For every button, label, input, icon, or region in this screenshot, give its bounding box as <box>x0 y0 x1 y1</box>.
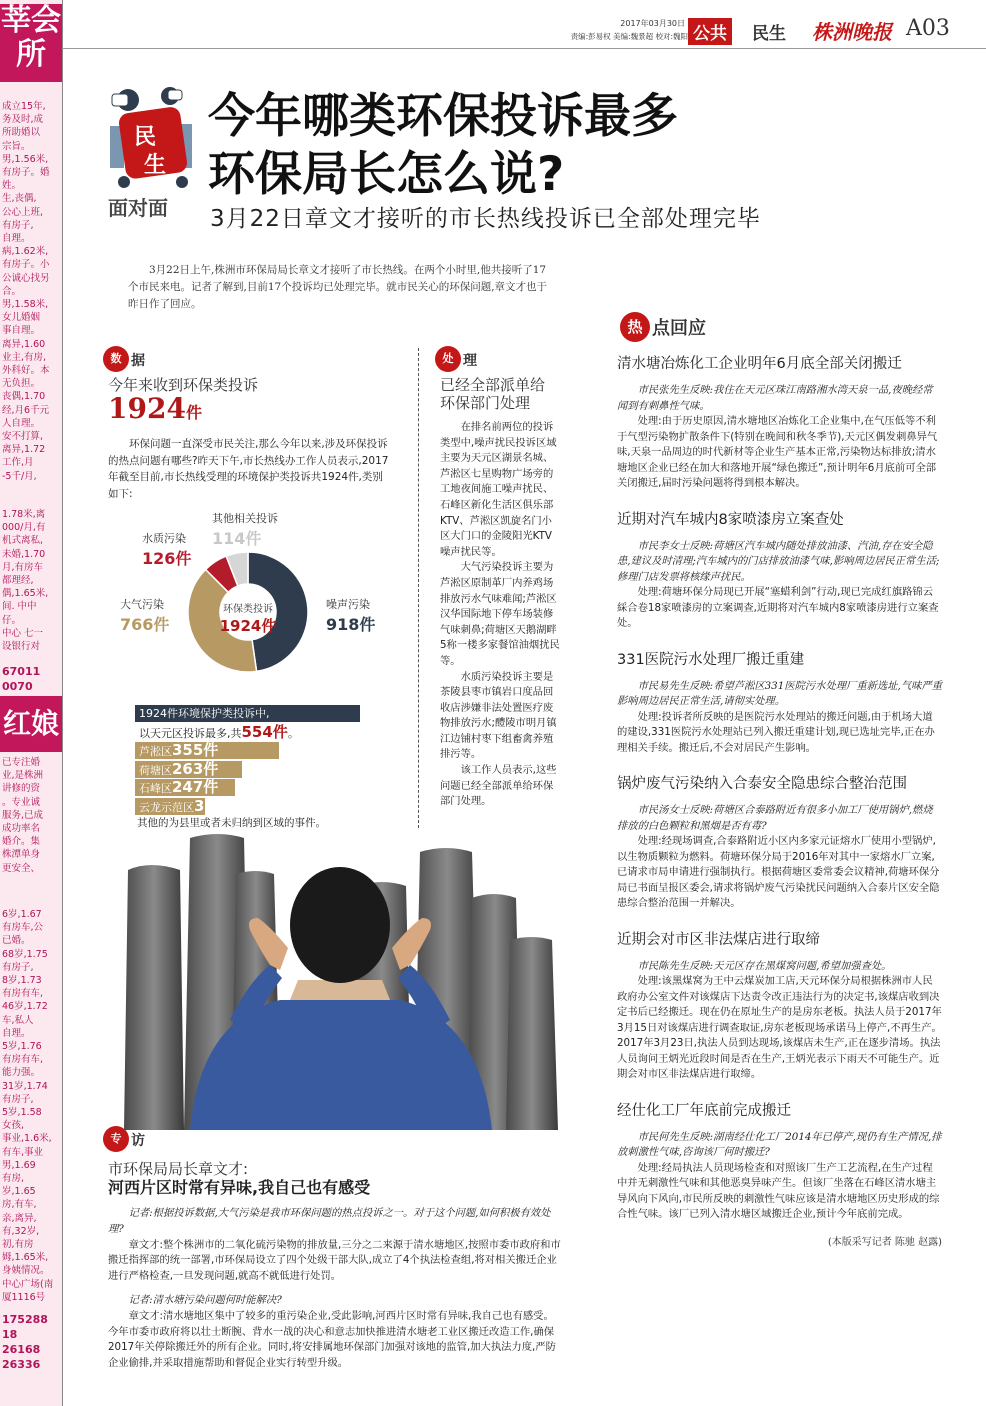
ad-line: 成功率名 <box>2 823 41 835</box>
total-count-number: 1924 <box>108 392 186 425</box>
hot-response-title: 清水塘冶炼化工企业明年6月底全部关闭搬迁 <box>617 356 902 372</box>
ad-line: 46岁,1.72 <box>2 1001 48 1013</box>
ad-line: 男,1.56米, <box>2 153 49 165</box>
interview-head-2: 河西片区时常有异味,我自己也有感受 <box>108 1178 371 1197</box>
district-bar <box>135 796 230 815</box>
ad-line: 人自理。 <box>2 417 41 429</box>
district-bar-label <box>139 761 218 779</box>
ad-line: 有房子, <box>2 219 34 231</box>
district-name: 芦淞区 <box>139 745 172 758</box>
hot-response-item <box>617 648 942 757</box>
district-name: 云龙示范区 <box>139 800 194 814</box>
column-badge <box>108 86 196 226</box>
ad-line: 讲修的资 <box>2 783 41 795</box>
data-section-head: 今年来收到环保类投诉 <box>108 376 259 394</box>
handling-result: 处理:投诉者所反映的是医院污水处理站的搬迁问题,由于机场大道的建设,331医院污水处理站已列入搬迁重建计划,现已选址完毕,正在办理相关手续。搬迁后,不会对居民产生影响。 <box>617 710 935 754</box>
ad-line: 成立15年, <box>2 101 46 112</box>
ad-line: 有房有车, <box>2 1054 44 1066</box>
ad-phone-line: 26168 <box>2 1343 41 1356</box>
ad-line: 姓。 <box>2 180 22 192</box>
ad-line: 仔。 <box>2 614 22 626</box>
badge-char-1: 民 <box>134 125 157 150</box>
hot-response-title: 331医院污水处理厂搬迁重建 <box>617 651 805 668</box>
ad-line: 宗旨。 <box>2 140 31 152</box>
ad-line: 房,有车, <box>2 1199 37 1211</box>
handling-result: 处理:经现场调查,合泰路附近小区内多家元证熔水厂使用小型锅炉,以生物质颗粒为燃料。荷塘环保分局于2016年对其中一家熔水厂立案,已请求市局申请进行强制执行。根据荷塘区委常委会议精神,荷塘环保分局已书面呈报区委会,请求将锅炉废气污染扰民问题纳入合泰片区安全隐患综合整治范围一并解决。 <box>617 835 940 909</box>
hot-response-item <box>617 508 942 632</box>
process-section-body <box>440 420 562 810</box>
strip-divider <box>62 0 63 1406</box>
ad-line: 间. 中中 <box>2 601 37 613</box>
process-section-icon: 处 <box>435 346 461 372</box>
ad-line: 31岁,1.74 <box>2 1080 48 1092</box>
ad-line: 5岁,1.58 <box>2 1107 42 1119</box>
district-count: 263件 <box>172 759 219 778</box>
ad-line: 丧偶,1.70 <box>2 391 46 403</box>
process-section-head <box>440 376 545 412</box>
ad-line: 有,32岁, <box>2 1225 40 1237</box>
ad-line: 经,月6千元 <box>2 404 50 416</box>
hot-response-item <box>617 1099 942 1223</box>
ad-phone-line: 67011 <box>2 665 41 678</box>
ad-line: 中心广场(南 <box>2 1278 54 1290</box>
ad-line: 无负担。 <box>2 378 41 390</box>
process-paragraph: 大气污染投诉主要为芦淞区原制革厂内养鸡场排放污水气味难闻;芦淞区汉华国际地下停车场装修气味刺鼻;荷塘区天鹅湖畔5称一楼多家餐馆油烟扰民等。 <box>440 561 560 667</box>
district-name: 1924件环境保护类投诉中, <box>139 707 270 720</box>
ad-phone-line: 175288 <box>2 1313 48 1326</box>
ad-line: 姆,1.65米, <box>2 1252 49 1264</box>
hot-response-title: 锅炉废气污染纳入合泰安全隐患综合整治范围 <box>617 776 907 792</box>
ad-line: 合。 <box>2 285 22 297</box>
headline-line-2: 环保局长怎么说? <box>208 147 565 202</box>
ad-line: 厦1116号 <box>2 1291 46 1303</box>
label-water-value: 126件 <box>142 549 192 568</box>
ad-line: 有房子, <box>2 961 34 973</box>
ad-line: 6岁,1.67 <box>2 909 42 920</box>
process-head-line-1: 已经全部派单给 <box>440 376 546 394</box>
ad-strip <box>0 0 62 1406</box>
ad-phone-line: 26336 <box>2 1358 41 1371</box>
handling-result: 处理:经局执法人员现场检查和对照该厂生产工艺流程,在生产过程中并无刺激性气味和其他恶臭异味产生。但该厂坐落在石峰区清水塘主导风向下风向,市民所反映的刺激性气味应该是清水塘地区历史形成的综合性气味。该厂已列入清水塘区域搬迁企业,预计今年底前完成。 <box>617 1161 940 1220</box>
ad-line: 5岁,1.76 <box>2 1041 42 1053</box>
district-name: 荷塘区 <box>139 763 172 777</box>
label-noise <box>326 596 375 635</box>
ad-line: 有房子。小 <box>2 259 50 271</box>
ad-line: 未婚,1.70 <box>2 548 46 560</box>
district-bar <box>135 742 279 759</box>
ad-line: 女儿婚姻 <box>2 312 41 324</box>
interview-body <box>108 1206 563 1372</box>
ad-line: 车,私人 <box>2 1014 34 1026</box>
total-count <box>108 392 202 425</box>
process-paragraph: 该工作人员表示,这些问题已经全部派单给环保部门处理。 <box>440 764 557 808</box>
label-other <box>212 510 278 549</box>
interview-question: 记者:清水塘污染问题何时能解决? <box>128 1293 282 1306</box>
ad-phone-mid <box>2 664 60 694</box>
handling-result: 处理:荷塘环保分局现已开展“塞蜡利剑”行动,现已完成红旗路锦云綵合卷18家喷漆房的立案调查,近期将对汽车城内8家喷漆房进行立案查处。 <box>617 586 939 629</box>
ad-line: 000/月,有 <box>2 522 46 534</box>
hot-section-head: 点回应 <box>652 318 706 339</box>
district-bar <box>135 761 242 778</box>
ad-line: 服务,已成 <box>2 809 44 821</box>
headline <box>208 88 678 204</box>
editor-credits: 责编:彭易权 美编:魏景超 校对:魏阳 <box>570 32 688 41</box>
ad-line: 有房子, <box>2 1093 34 1105</box>
ad-line: 更安全、 <box>2 862 41 874</box>
ad-line: 68岁,1.75 <box>2 948 48 960</box>
column-divider <box>418 348 419 828</box>
ad-line: 能力强。 <box>2 1067 41 1079</box>
ad-line: 男,1.69 <box>2 1159 36 1171</box>
ad-line: 岁,1.65 <box>2 1186 36 1198</box>
ad-line: 设银行对 <box>2 641 41 653</box>
district-bar-label <box>139 724 299 742</box>
label-noise-name: 噪声污染 <box>326 598 370 611</box>
ad-line: 男,1.58米, <box>2 299 49 311</box>
total-count-unit: 件 <box>185 403 202 422</box>
interview-section-icon: 专 <box>103 1126 129 1152</box>
donut-center-title: 环保类投诉 <box>223 604 273 615</box>
section-name: 民生 <box>752 24 786 44</box>
district-name: 以天元区投诉最多,共 <box>139 726 242 740</box>
district-breakdown <box>135 705 360 815</box>
ad-line: 偶,1.65米, <box>2 588 49 600</box>
ad-text-mid <box>2 508 60 653</box>
hot-response-title: 近期对汽车城内8家喷漆房立案查处 <box>617 511 844 528</box>
interview-section-label: 访 <box>131 1133 145 1149</box>
ad-line: 株潭单身 <box>2 849 41 861</box>
ad-line: 自理。 <box>2 233 31 245</box>
hot-response-item <box>617 352 942 492</box>
ad-text-low <box>2 756 60 875</box>
data-section-label: 据 <box>131 353 145 369</box>
district-bar-label <box>139 798 230 816</box>
ad-brand-mid: 红娘 <box>0 696 62 752</box>
district-bar-label <box>139 705 270 722</box>
interview-answer: 章文才:整个株洲市的二氧化硫污染物的排放量,三分之二来源于清水塘地区,按照市委市政府和市搬迁指挥部的统一部署,市环保局设立了四个处级干部大队,成立了4个执法检查组,将对相关搬迁企业进行严格检查,一旦发现问题,就高不就低进行处罚。 <box>108 1238 561 1283</box>
process-section-label: 理 <box>463 353 477 369</box>
interview-question: 记者:根据投诉数据,大气污染是我市环保问题的热点投诉之一。对于这个问题,如何积极有效处理? <box>108 1207 551 1235</box>
interview-head-1: 市环保局局长章文才: <box>108 1160 249 1178</box>
ad-phone-line: 0070 <box>2 680 33 693</box>
label-air-value: 766件 <box>120 615 170 634</box>
issue-date: 2017年03月30日 <box>620 19 685 28</box>
badge-caption: 面对面 <box>108 196 168 220</box>
hot-response-title: 近期会对市区非法煤店进行取缔 <box>617 931 820 948</box>
lead-paragraph: 3月22日上午,株洲市环保局局长章文才接听了市长热线。在两个小时里,他共接听了17个市民来电。记者了解到,目前17个投诉均已处理完毕。就市民关心的环保问题,章文才也于昨日作了回应。 <box>128 264 548 310</box>
headline-line-1: 今年哪类环保投诉最多 <box>208 89 678 144</box>
donut-center-total: 1924件 <box>219 617 277 635</box>
ad-line: 身姨情况。 <box>2 1265 50 1277</box>
hot-response-item <box>617 928 942 1083</box>
data-section-body: 环保问题一直深受市民关注,那么今年以来,涉及环保投诉的热点问题有哪些?昨天下午,市长热线办工作人员表示,2017年截至目前,市长热线受理的环境保护类投诉共1924件,类别如下: <box>108 438 389 500</box>
ad-line: 亲,离异, <box>2 1212 37 1224</box>
label-water <box>142 530 191 569</box>
citizen-complaint: 市民何先生反映:湖南经仕化工厂2014年已停产,现仍有生产情况,排放刺激性气味,咨询该厂何时搬迁? <box>617 1130 942 1158</box>
process-head-line-2: 环保部门处理 <box>440 394 531 412</box>
hot-responses <box>617 352 942 1248</box>
reporter-credit: (本版采写记者 陈驰 赵露) <box>827 1236 942 1248</box>
district-footer: 其他的为县里或者未归纳到区域的事件。 <box>137 817 326 829</box>
ad-line: 务及时,成 <box>2 114 44 126</box>
ad-line: 女孩, <box>2 1120 25 1132</box>
ad-line: 月,有房车 <box>2 561 44 573</box>
ad-line: 安不打算, <box>2 431 44 443</box>
ad-line: 。专业诚 <box>2 796 41 808</box>
handling-result: 处理:该黑煤窝为王中云煤炭加工店,天元环保分局根据株洲市人民政府办公室文件对该煤店下达责令改正违法行为的决定书,该煤店收到决定书后已经搬迁。现在仍在原址生产的是房东老板。执法人员于2017年3月15日对该煤店进行调查取证,房东老板现场承诺马上停产,不再生产。2017年3月23日,执法人员到达现场,该煤店未生产,正在逐步清场。执法人员询问王炳光近段时间是否在生产,王炳光表示下雨天不可能生产。近期会对市区非法煤店进行取缔。 <box>617 975 942 1080</box>
ad-line: 已婚。 <box>2 935 31 947</box>
district-bar <box>135 779 235 796</box>
citizen-complaint: 市民汤女士反映:荷塘区合泰路附近有很多小加工厂使用锅炉,燃烧排放的白色颗粒和黑烟是否有毒? <box>617 804 933 832</box>
ad-line: 公诚心找另 <box>2 272 50 284</box>
district-count: 554件 <box>241 722 288 741</box>
process-paragraph: 在排名前两位的投诉类型中,噪声扰民投诉区域主要为天元区湖景名城、芦淞区七星购物广场旁的工地夜间施工噪声扰民、石峰区新化生活区俱乐部KTV、芦淞区凯旋名门小区大门口的金陵阳光KTV噪声扰民等。 <box>440 421 557 558</box>
label-air <box>120 596 169 635</box>
ad-line: 外科好。本 <box>2 365 50 377</box>
label-other-value: 114件 <box>212 529 262 548</box>
citizen-complaint: 市民张先生反映:我住在天元区珠江南路湘水湾天泉一品,夜晚经常闻到有刺鼻性气味。 <box>617 384 933 412</box>
district-count: 247件 <box>172 778 219 796</box>
ad-line: 婚介。集 <box>2 836 41 848</box>
district-bar-label <box>139 779 218 797</box>
ad-line: 事业,1.6米, <box>2 1133 52 1145</box>
section-tag: 公共 <box>688 18 732 45</box>
ad-phone-bottom <box>2 1312 60 1372</box>
citizen-complaint: 市民李女士反映:荷塘区汽车城内随处排放油漆、汽油,存在安全隐患,建议及时清理;汽车城内的门店排放油漆气味,影响周边居民正常生活;修理门店发票将核缘声扰民。 <box>617 539 940 583</box>
subheadline: 3月22日章文才接听的市长热线投诉已全部处理完毕 <box>210 206 761 232</box>
ad-line: -5千/月, <box>2 470 37 482</box>
process-paragraph: 水质污染投诉主要是茶陵县枣市镇岩口度品回收店涉嫌非法处置医疗废物排放污水;醴陵市明月镇江边铺村枣下组畜禽养殖排污等。 <box>440 670 557 761</box>
ad-line: 事自理。 <box>2 325 41 337</box>
ad-line: 初,有房 <box>2 1239 34 1251</box>
ad-line: 8岁,1.73 <box>2 975 42 987</box>
ad-line: 业主,有房, <box>2 351 47 363</box>
ad-line: 离异,1.60 <box>2 338 46 350</box>
district-bar-label <box>139 742 218 760</box>
citizen-complaint: 市民陈先生反映:天元区存在黑煤窝问题,希望加强查处。 <box>637 959 892 972</box>
newspaper-logo: 株洲晚报 <box>812 20 892 44</box>
ad-line: 病,1.62米, <box>2 246 49 258</box>
ad-line: 生,丧偶, <box>2 193 37 205</box>
ad-line: 有房子。婚 <box>2 167 50 179</box>
ad-line: 机式离私, <box>2 535 44 547</box>
ad-line: 自理。 <box>2 1027 31 1039</box>
ad-text-bottom <box>2 908 60 1304</box>
ad-line: 有房车,公 <box>2 922 44 934</box>
ad-line: 工作,月 <box>2 457 34 469</box>
pollution-illustration <box>120 830 560 1130</box>
ad-line: 已专注婚 <box>2 757 41 768</box>
label-water-name: 水质污染 <box>142 532 186 545</box>
district-suffix: 。 <box>287 726 299 740</box>
hot-response-item <box>617 772 942 912</box>
donut-center <box>208 600 288 636</box>
district-count: 36件 <box>194 796 230 815</box>
ad-line: 中心 七一 <box>2 627 44 639</box>
hot-response-title: 经仕化工厂年底前完成搬迁 <box>617 1102 791 1119</box>
label-other-name: 其他相关投诉 <box>212 512 278 525</box>
ad-text-top <box>2 100 60 483</box>
ad-line: 有房, <box>2 1173 25 1185</box>
district-name: 石峰区 <box>139 782 172 795</box>
ad-line: 有房有车, <box>2 988 44 1000</box>
ad-line: 1.78米,离 <box>2 509 46 520</box>
ad-line: 离异,1.72 <box>2 444 46 456</box>
district-bar <box>135 705 360 722</box>
label-air-name: 大气污染 <box>120 598 164 611</box>
badge-char-2: 生 <box>144 153 167 178</box>
label-noise-value: 918件 <box>326 615 376 634</box>
hot-section-icon: 热 <box>620 312 650 342</box>
ad-line: 都理经, <box>2 575 34 587</box>
header-rule <box>62 48 986 49</box>
page-number: A03 <box>906 16 950 41</box>
data-section-icon: 数 <box>103 346 129 372</box>
district-count: 355件 <box>172 741 219 759</box>
ad-phone-line: 18 <box>2 1328 18 1341</box>
ad-line: 所助婚以 <box>2 127 41 139</box>
citizen-complaint: 市民易先生反映:希望芦淞区331医院污水处理厂重新选址,气味严重影响周边居民正常生活,请彻实处理。 <box>617 679 943 707</box>
ad-line: 业,是株洲 <box>2 770 44 782</box>
ad-line: 公心上班, <box>2 206 44 218</box>
interview-answer: 章文才:清水塘地区集中了较多的重污染企业,受此影响,河西片区时常有异味,我自己也有感受。今年市委市政府将以壮士断腕、背水一战的决心和意志加快推进清水塘老工业区搬迁改造工作,确保2017年关停除搬迁外的所有企业。同时,将安排属地环保部门加强对该地的监管,加大执法力度,严防企业偷排,并采取措施帮助和督促企业实行转型升级。 <box>108 1309 556 1370</box>
handling-result: 处理:由于历史原因,清水塘地区冶炼化工企业集中,在气压低等不利于气型污染物扩散条件下(特别在晚间和秋冬季节),天元区偶发刺鼻异气味,天泉一品周边的时代新材等企业生产基本正常,污染物达标排放;清水塘地区企业已经在加大和落地开展“绿色搬迁”,预计明年6月底前可全部关闭搬迁,届时污染问题将得到根本解决。 <box>617 415 938 489</box>
ad-line: 有车,事业 <box>2 1146 44 1158</box>
ad-brand-top: 莘会所 <box>0 4 62 82</box>
